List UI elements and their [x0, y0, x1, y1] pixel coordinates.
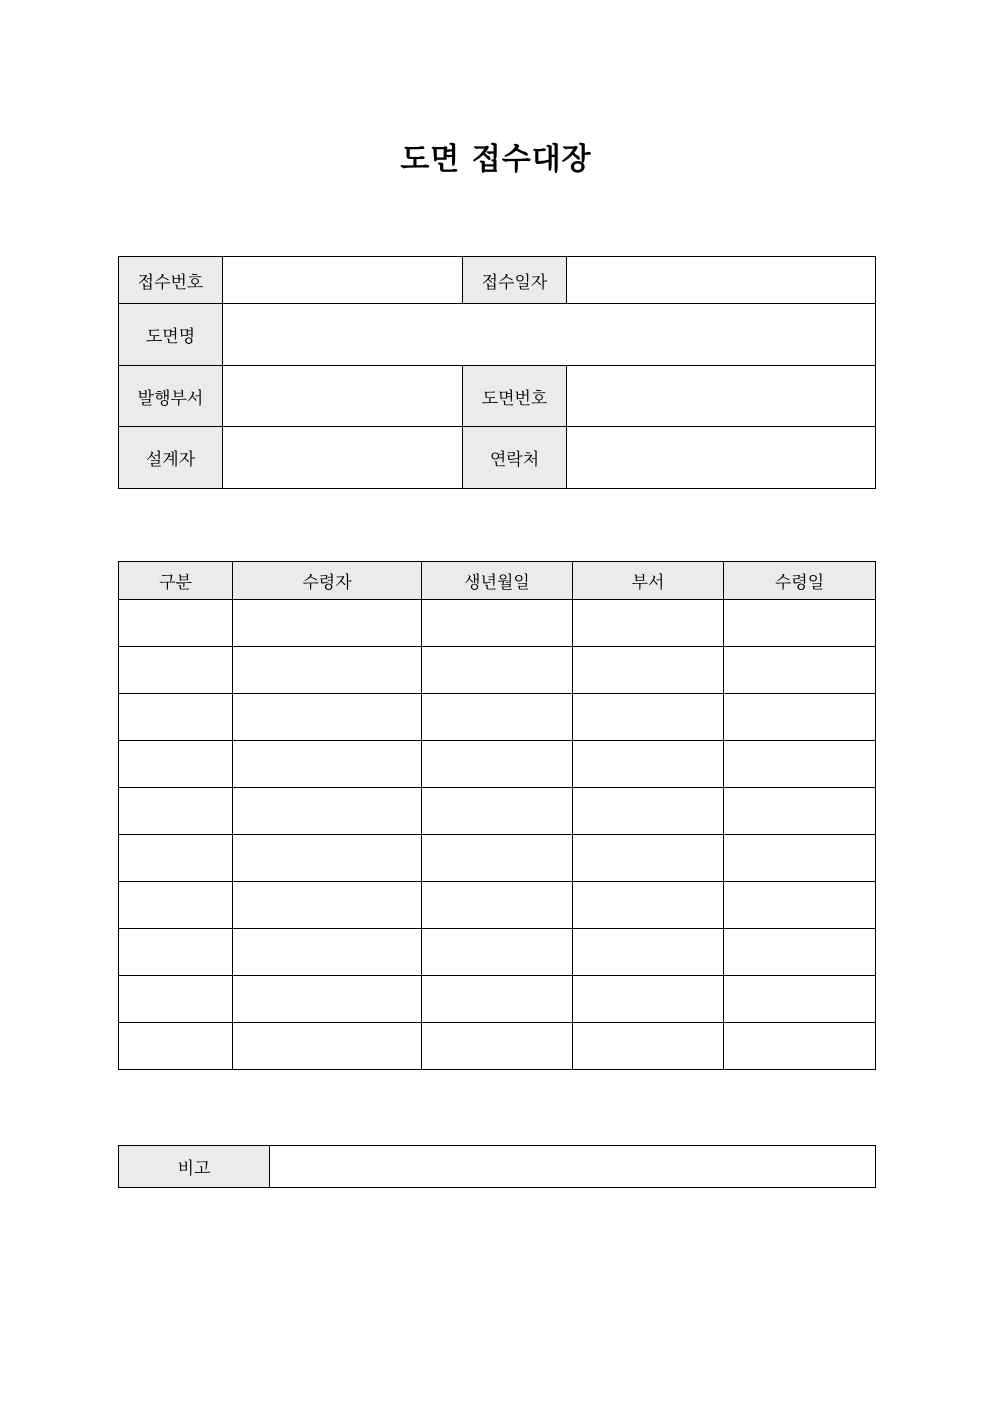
department-cell[interactable]	[573, 976, 724, 1023]
category-cell[interactable]	[119, 741, 233, 788]
category-cell[interactable]	[119, 1023, 233, 1070]
birthdate-cell[interactable]	[422, 694, 573, 741]
birthdate-cell[interactable]	[422, 600, 573, 647]
drawing-no-field[interactable]	[567, 366, 876, 427]
receipt-table-body	[119, 600, 876, 1070]
recipient-cell[interactable]	[233, 882, 422, 929]
receipt-date-label: 접수일자	[463, 257, 567, 304]
table-row	[119, 741, 876, 788]
receive-date-cell[interactable]	[724, 788, 876, 835]
category-cell[interactable]	[119, 694, 233, 741]
header-receive-date: 수령일	[724, 562, 876, 600]
recipient-cell[interactable]	[233, 976, 422, 1023]
contact-field[interactable]	[567, 427, 876, 489]
receipt-table-header	[119, 562, 876, 600]
department-cell[interactable]	[573, 694, 724, 741]
drawing-info-table	[118, 256, 876, 489]
department-cell[interactable]	[573, 1023, 724, 1070]
category-cell[interactable]	[119, 788, 233, 835]
recipient-cell[interactable]	[233, 600, 422, 647]
receive-date-cell[interactable]	[724, 647, 876, 694]
birthdate-cell[interactable]	[422, 1023, 573, 1070]
receipt-no-label: 접수번호	[119, 257, 223, 304]
table-row	[119, 882, 876, 929]
drawing-name-field[interactable]	[223, 304, 876, 366]
receive-date-cell[interactable]	[724, 600, 876, 647]
department-cell[interactable]	[573, 741, 724, 788]
remarks-table	[118, 1145, 876, 1188]
department-cell[interactable]	[573, 929, 724, 976]
table-row	[119, 600, 876, 647]
info-row-drawing-name	[119, 304, 876, 366]
birthdate-cell[interactable]	[422, 835, 573, 882]
recipient-cell[interactable]	[233, 1023, 422, 1070]
remarks-label: 비고	[119, 1146, 270, 1188]
receive-date-cell[interactable]	[724, 929, 876, 976]
receipt-no-field[interactable]	[223, 257, 463, 304]
birthdate-cell[interactable]	[422, 976, 573, 1023]
recipient-cell[interactable]	[233, 741, 422, 788]
birthdate-cell[interactable]	[422, 647, 573, 694]
header-category: 구분	[119, 562, 233, 600]
header-birthdate: 생년월일	[422, 562, 573, 600]
issuing-dept-field[interactable]	[223, 366, 463, 427]
remarks-row	[119, 1146, 876, 1188]
receipt-table	[118, 561, 876, 1070]
remarks-field[interactable]	[270, 1146, 876, 1188]
contact-label: 연락처	[463, 427, 567, 489]
issuing-dept-label: 발행부서	[119, 366, 223, 427]
receive-date-cell[interactable]	[724, 694, 876, 741]
category-cell[interactable]	[119, 929, 233, 976]
info-row-receipt	[119, 257, 876, 304]
drawing-name-label: 도면명	[119, 304, 223, 366]
info-row-designer	[119, 427, 876, 489]
table-row	[119, 976, 876, 1023]
recipient-cell[interactable]	[233, 929, 422, 976]
info-row-dept	[119, 366, 876, 427]
receive-date-cell[interactable]	[724, 1023, 876, 1070]
recipient-cell[interactable]	[233, 835, 422, 882]
category-cell[interactable]	[119, 882, 233, 929]
department-cell[interactable]	[573, 600, 724, 647]
department-cell[interactable]	[573, 835, 724, 882]
department-cell[interactable]	[573, 882, 724, 929]
designer-field[interactable]	[223, 427, 463, 489]
page-title: 도면 접수대장	[400, 142, 592, 177]
birthdate-cell[interactable]	[422, 741, 573, 788]
table-row	[119, 647, 876, 694]
designer-label: 설계자	[119, 427, 223, 489]
recipient-cell[interactable]	[233, 694, 422, 741]
receive-date-cell[interactable]	[724, 976, 876, 1023]
receive-date-cell[interactable]	[724, 741, 876, 788]
department-cell[interactable]	[573, 788, 724, 835]
table-row	[119, 1023, 876, 1070]
receive-date-cell[interactable]	[724, 882, 876, 929]
birthdate-cell[interactable]	[422, 788, 573, 835]
receive-date-cell[interactable]	[724, 835, 876, 882]
table-row	[119, 929, 876, 976]
category-cell[interactable]	[119, 647, 233, 694]
recipient-cell[interactable]	[233, 788, 422, 835]
category-cell[interactable]	[119, 976, 233, 1023]
drawing-no-label: 도면번호	[463, 366, 567, 427]
table-row	[119, 694, 876, 741]
category-cell[interactable]	[119, 835, 233, 882]
receipt-date-field[interactable]	[567, 257, 876, 304]
birthdate-cell[interactable]	[422, 929, 573, 976]
recipient-cell[interactable]	[233, 647, 422, 694]
header-recipient: 수령자	[233, 562, 422, 600]
birthdate-cell[interactable]	[422, 882, 573, 929]
table-row	[119, 788, 876, 835]
table-row	[119, 835, 876, 882]
header-department: 부서	[573, 562, 724, 600]
category-cell[interactable]	[119, 600, 233, 647]
department-cell[interactable]	[573, 647, 724, 694]
